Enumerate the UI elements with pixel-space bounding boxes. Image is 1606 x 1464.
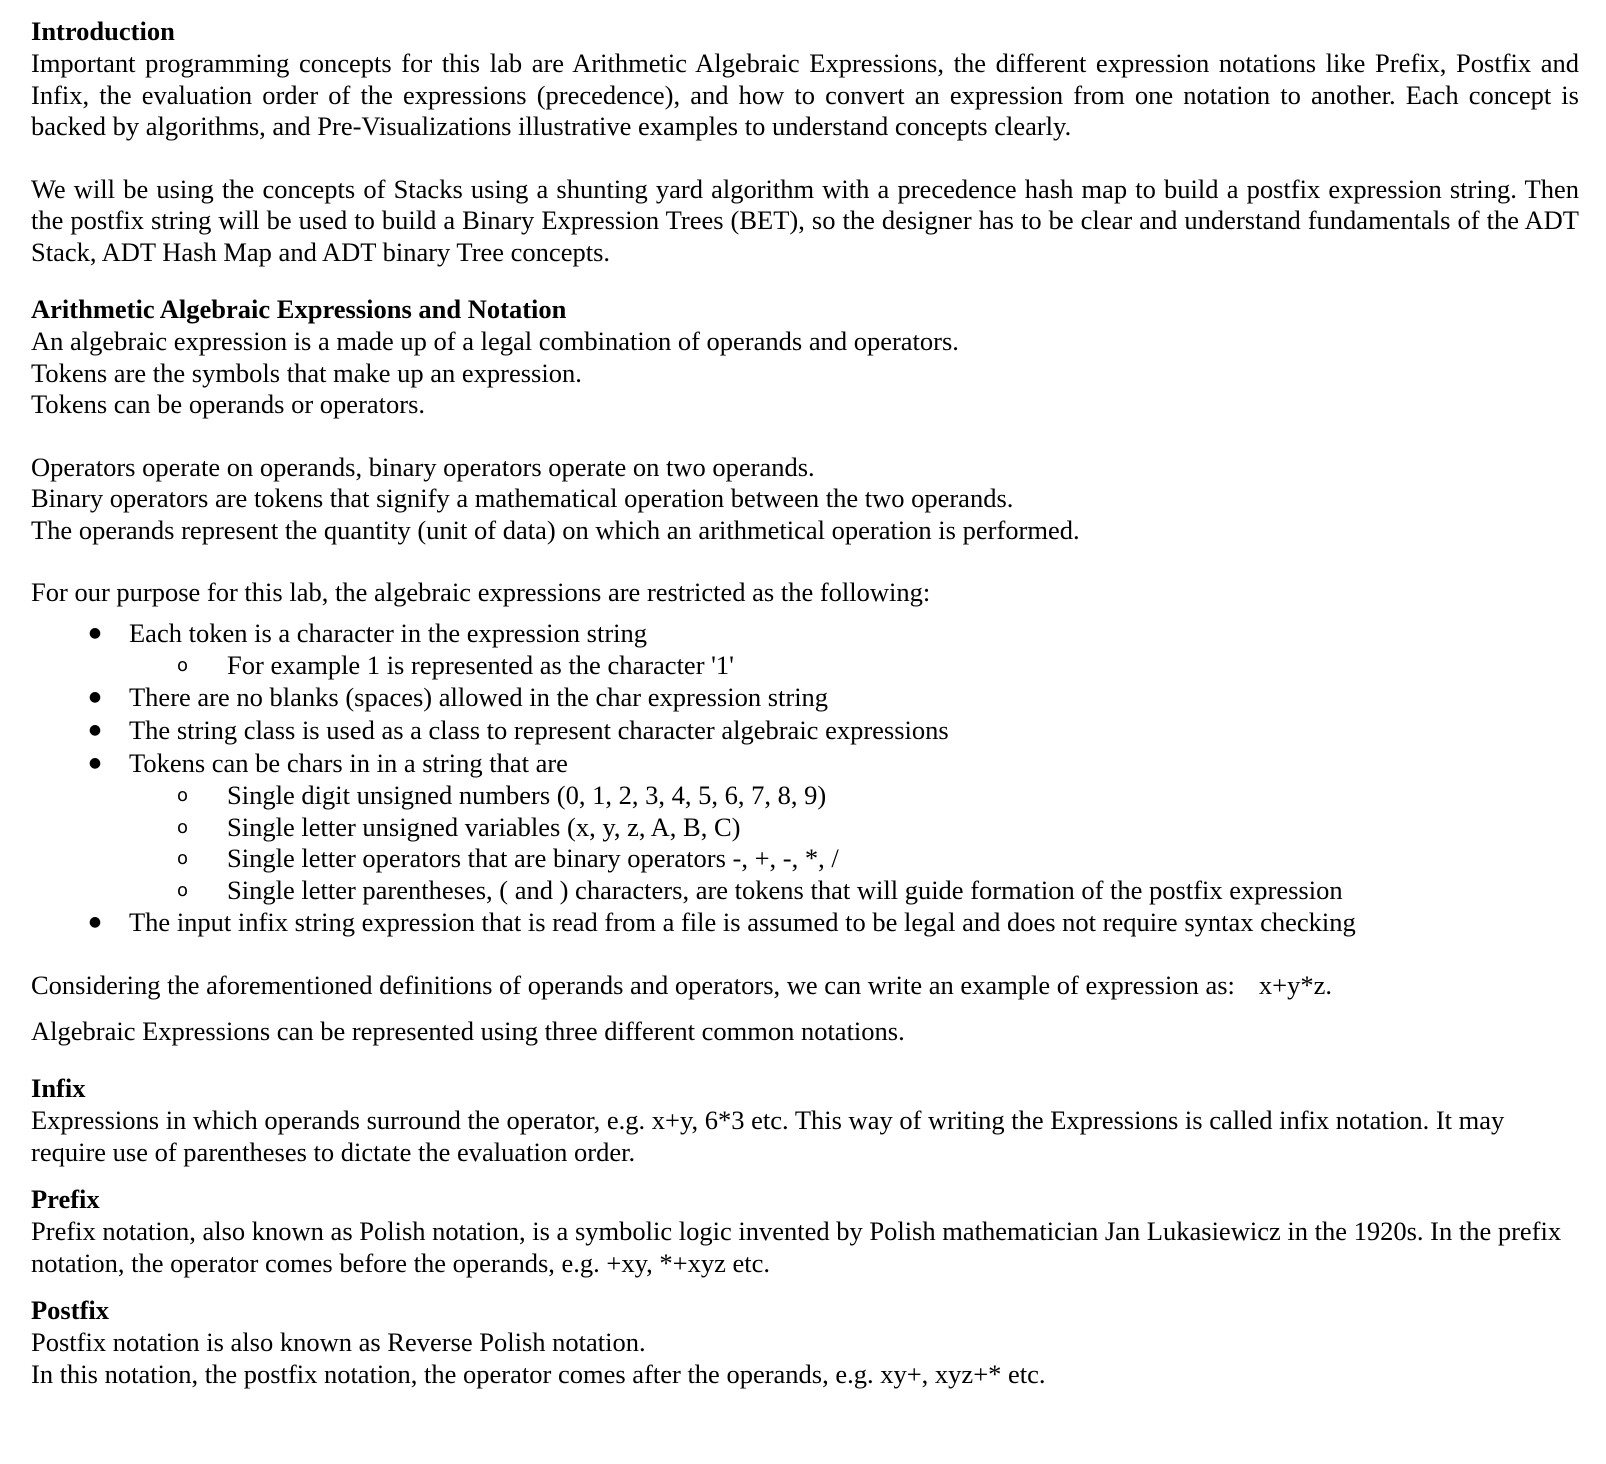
sub-item-text: Single letter operators that are binary operators -, +, -, *, / xyxy=(227,843,839,873)
definitions-block xyxy=(31,326,1579,421)
operator-line-2: Binary operators are tokens that signify a mathematical operation between the two operands. xyxy=(31,483,1014,513)
circle-bullet-icon: o xyxy=(177,785,189,806)
introduction-paragraph-2: We will be using the concepts of Stacks using a shunting yard algorithm with a precedence hash map to build a postfix expression string. Then the postfix string will be used to build a Binary Expression Trees (BET), so the designer has to be clear and understand fundamentals of the ADT Stack, ADT Hash Map and ADT binary Tree concepts. xyxy=(31,173,1579,267)
sub-item xyxy=(31,780,1579,812)
postfix-line-2: In this notation, the postfix notation, the operator comes after the operands, e.g. xy+, xyz+* etc. xyxy=(31,1358,1046,1389)
sub-item xyxy=(31,812,1579,844)
prefix-heading: Prefix xyxy=(31,1184,100,1214)
notations-statement: Algebraic Expressions can be represented using three different common notations. xyxy=(31,1015,905,1046)
prefix-text: Prefix notation, also known as Polish notation, is a symbolic logic invented by Polish mathematician Jan Lukasiewicz in the 1920s. In the prefix notation, the operator comes before the operands, e.g. +xy, *+xyz etc. xyxy=(31,1216,1562,1278)
definition-line-2: Tokens are the symbols that make up an expression. xyxy=(31,357,582,388)
operators-block xyxy=(31,452,1579,547)
sub-list xyxy=(129,780,1579,906)
definition-line-3: Tokens can be operands or operators. xyxy=(31,389,426,419)
example-expression-line xyxy=(31,970,1579,1002)
postfix-heading: Postfix xyxy=(31,1295,110,1325)
operator-line-1: Operators operate on operands, binary operators operate on two operands. xyxy=(31,451,815,482)
infix-section xyxy=(31,1071,1579,1168)
circle-bullet-icon: o xyxy=(177,879,189,901)
circle-bullet-icon: o xyxy=(177,848,189,869)
restriction-item xyxy=(31,681,1579,714)
postfix-section xyxy=(31,1293,1579,1390)
purpose-statement: For our purpose for this lab, the algebraic expressions are restricted as the following: xyxy=(31,577,931,607)
restrictions-list xyxy=(31,617,1579,940)
sub-item-text: For example 1 is represented as the character '1' xyxy=(227,649,734,680)
sub-item-text: Single digit unsigned numbers (0, 1, 2, 3, 4, 5, 6, 7, 8, 9) xyxy=(227,780,827,810)
infix-heading: Infix xyxy=(31,1073,86,1103)
sub-item xyxy=(31,843,1579,875)
restriction-item xyxy=(31,906,1579,939)
restriction-item xyxy=(31,617,1579,682)
bullet-icon: ● xyxy=(88,755,102,771)
bullet-icon: ● xyxy=(88,624,102,641)
circle-bullet-icon: o xyxy=(177,654,189,676)
bullet-icon: ● xyxy=(88,914,102,930)
example-expression: x+y*z. xyxy=(1258,970,1332,1000)
sub-item xyxy=(31,650,1579,682)
definition-line-1: An algebraic expression is a made up of a legal combination of operands and operators. xyxy=(31,326,959,356)
restriction-text: Each token is a character in the expression string xyxy=(129,617,648,648)
operator-line-3: The operands represent the quantity (unit of data) on which an arithmetical operation is performed. xyxy=(31,514,1080,545)
postfix-line-1: Postfix notation is also known as Reverse Polish notation. xyxy=(31,1327,646,1357)
restriction-text: Tokens can be chars in in a string that are xyxy=(129,748,568,778)
restriction-item xyxy=(31,747,1579,906)
sub-item-text: Single letter unsigned variables (x, y, z, A, B, C) xyxy=(227,811,741,842)
restriction-text: The input infix string expression that is read from a file is assumed to be legal and does not require syntax checking xyxy=(129,907,1356,937)
bullet-icon: ● xyxy=(88,722,102,738)
restriction-text: The string class is used as a class to represent character algebraic expressions xyxy=(129,715,949,745)
bullet-icon: ● xyxy=(88,689,102,705)
introduction-paragraph-1: Important programming concepts for this lab are Arithmetic Algebraic Expressions, the different expression notations like Prefix, Postfix and Infix, the evaluation order of the expressions (precedence), and how to convert an expression from one notation to another. Each concept is backed by algorithms, and Pre-Visualizations illustrative examples to understand concepts clearly. xyxy=(31,48,1579,141)
arithmetic-section xyxy=(31,292,1579,1047)
sub-list xyxy=(129,650,1579,682)
example-expression-text: Considering the aforementioned definitions of operands and operators, we can write an example of expression as: xyxy=(31,970,1235,1000)
sub-item xyxy=(31,875,1579,907)
prefix-section xyxy=(31,1182,1579,1279)
sub-item-text: Single letter parentheses, ( and ) characters, are tokens that will guide formation of the postfix expression xyxy=(227,874,1343,905)
introduction-heading: Introduction xyxy=(31,16,175,46)
arithmetic-heading: Arithmetic Algebraic Expressions and Notation xyxy=(31,294,567,324)
document-page xyxy=(31,14,1579,1390)
introduction-section xyxy=(31,14,1579,268)
restriction-text: There are no blanks (spaces) allowed in the char expression string xyxy=(129,682,829,712)
circle-bullet-icon: o xyxy=(177,816,189,838)
restriction-item xyxy=(31,714,1579,747)
infix-text: Expressions in which operands surround the operator, e.g. x+y, 6*3 etc. This way of writing the Expressions is called infix notation. It may require use of parentheses to dictate the evaluation order. xyxy=(31,1105,1505,1167)
